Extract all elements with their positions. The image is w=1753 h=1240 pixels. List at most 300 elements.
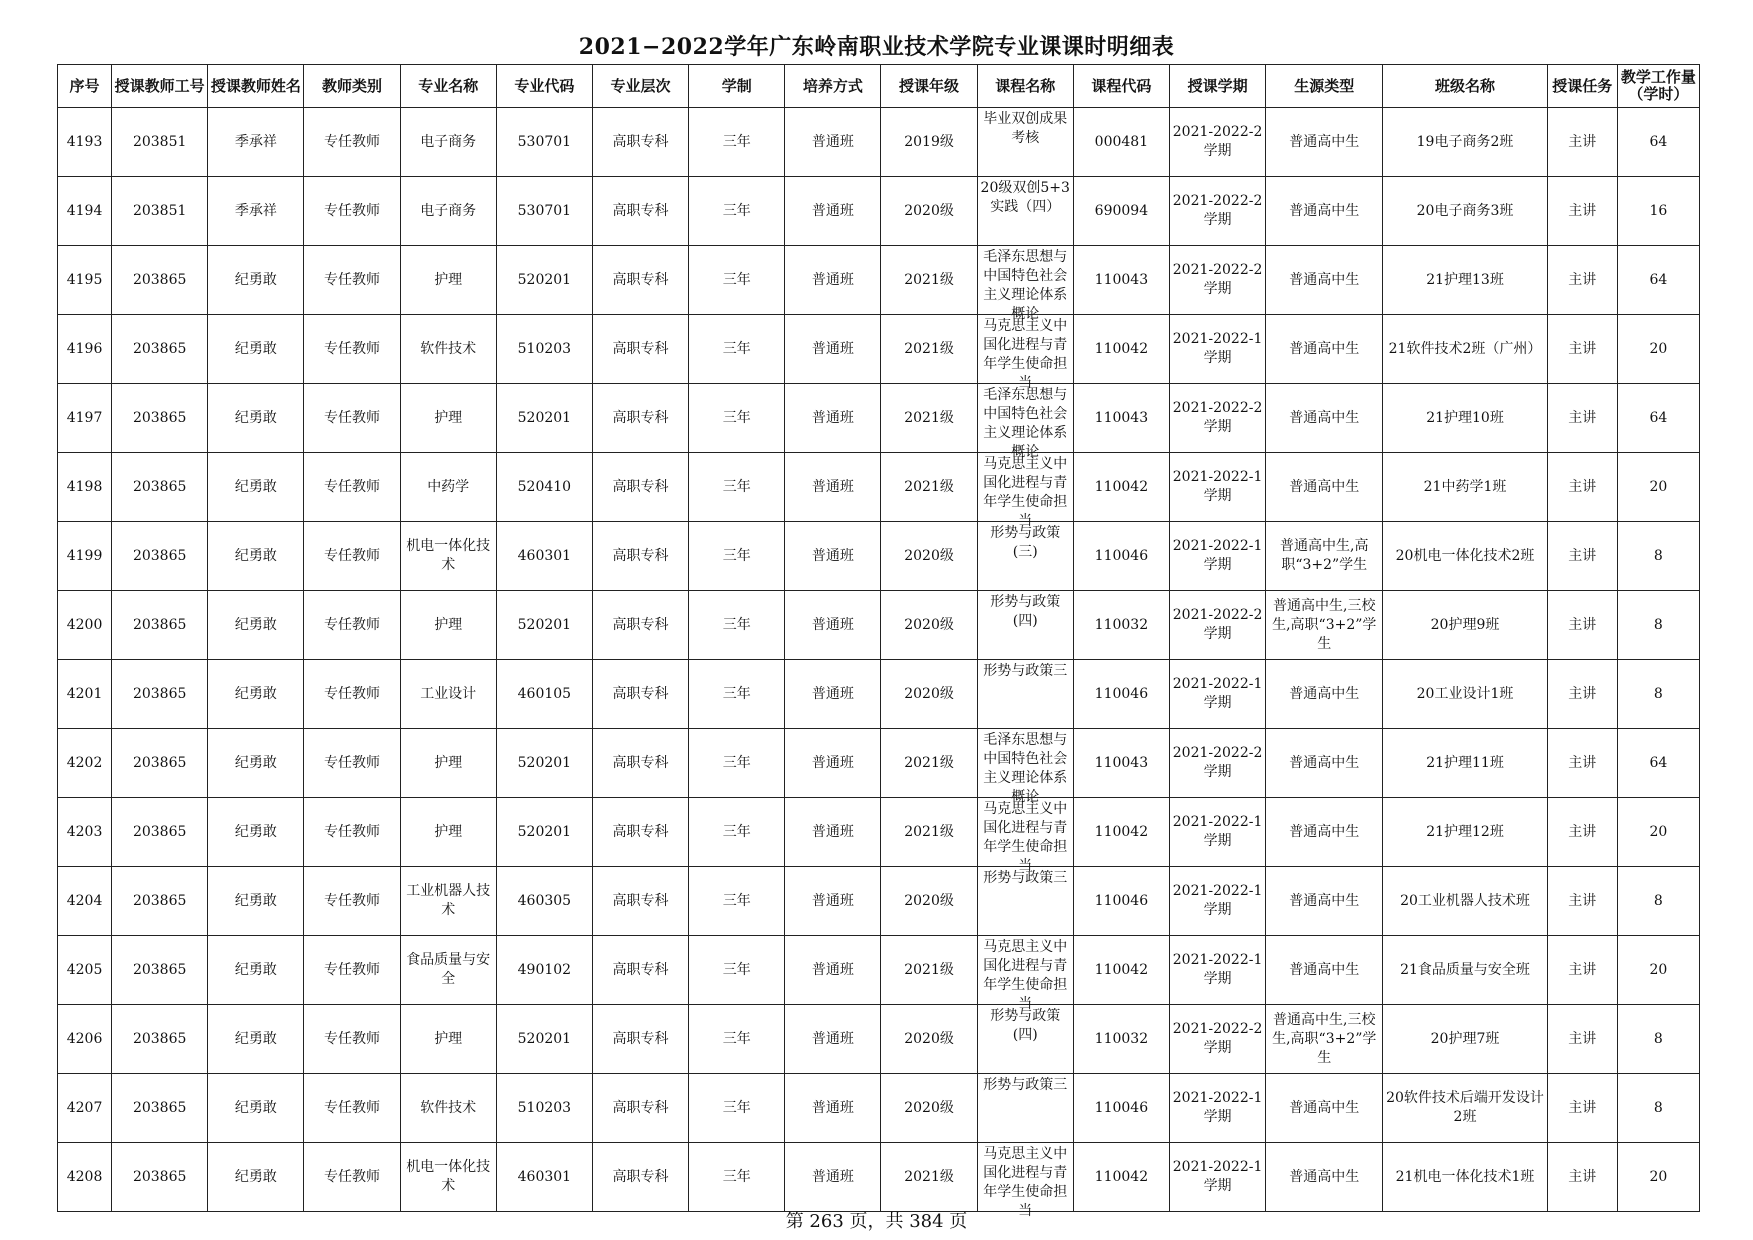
table-cell [977, 591, 1073, 660]
table-cell: 2021-2022-2学期 [1169, 108, 1265, 177]
table-cell: 专任教师 [304, 522, 400, 591]
table-row [58, 591, 1700, 660]
table-row [58, 108, 1700, 177]
table-cell: 2021-2022-1学期 [1169, 867, 1265, 936]
table-cell: 460305 [496, 867, 592, 936]
course-name-text: 形势与政策三 [983, 663, 1068, 679]
table-cell: 三年 [689, 1005, 785, 1074]
table-cell: 203865 [112, 246, 208, 315]
table-cell: 2021-2022-1学期 [1169, 1074, 1265, 1143]
table-cell: 高职专科 [592, 177, 688, 246]
table-cell [977, 1005, 1073, 1074]
table-cell: 203865 [112, 453, 208, 522]
table-cell: 4196 [58, 315, 112, 384]
table-cell: 三年 [689, 177, 785, 246]
table-cell: 专任教师 [304, 1143, 400, 1212]
table-cell: 三年 [689, 1143, 785, 1212]
table-cell: 主讲 [1547, 867, 1617, 936]
table-cell: 高职专科 [592, 522, 688, 591]
table-row [58, 729, 1700, 798]
table-cell: 普通班 [785, 384, 881, 453]
course-name-text: 形势与政策(四) [990, 594, 1061, 629]
table-cell: 高职专科 [592, 1074, 688, 1143]
table-cell: 110043 [1073, 729, 1169, 798]
table-cell: 纪勇敢 [208, 453, 304, 522]
table-cell: 20 [1617, 936, 1699, 1005]
course-name-text: 形势与政策三 [983, 1077, 1068, 1093]
table-cell: 21护理12班 [1383, 798, 1547, 867]
column-header: 生源类型 [1266, 65, 1383, 108]
table-cell: 4195 [58, 246, 112, 315]
table-cell: 主讲 [1547, 1074, 1617, 1143]
table-cell: 16 [1617, 177, 1699, 246]
table-cell: 64 [1617, 384, 1699, 453]
table-cell: 专任教师 [304, 108, 400, 177]
table-cell: 2021级 [881, 315, 977, 384]
table-cell: 510203 [496, 1074, 592, 1143]
table-cell: 2021级 [881, 246, 977, 315]
table-cell: 8 [1617, 1005, 1699, 1074]
table-cell: 普通高中生,高职“3+2”学生 [1266, 522, 1383, 591]
column-header: 授课教师工号 [112, 65, 208, 108]
table-cell: 普通高中生 [1266, 798, 1383, 867]
table-cell: 三年 [689, 522, 785, 591]
table-cell: 主讲 [1547, 1005, 1617, 1074]
table-cell: 普通班 [785, 798, 881, 867]
table-cell: 520201 [496, 798, 592, 867]
table-cell: 主讲 [1547, 798, 1617, 867]
table-cell [977, 177, 1073, 246]
course-name-text: 马克思主义中国化进程与青年学生使命担当 [983, 1146, 1068, 1219]
table-cell: 专任教师 [304, 867, 400, 936]
table-cell [977, 660, 1073, 729]
table-cell: 普通高中生 [1266, 936, 1383, 1005]
table-header-row [58, 65, 1700, 108]
table-cell: 20 [1617, 453, 1699, 522]
table-cell: 普通高中生,三校生,高职“3+2”学生 [1266, 591, 1383, 660]
table-cell: 4199 [58, 522, 112, 591]
table-cell: 110043 [1073, 246, 1169, 315]
table-cell: 纪勇敢 [208, 522, 304, 591]
table-row [58, 1074, 1700, 1143]
table-cell: 21软件技术2班（广州） [1383, 315, 1547, 384]
table-cell: 纪勇敢 [208, 384, 304, 453]
table-cell: 2020级 [881, 522, 977, 591]
table-cell: 460105 [496, 660, 592, 729]
table-cell: 主讲 [1547, 660, 1617, 729]
table-cell: 520201 [496, 591, 592, 660]
table-cell: 高职专科 [592, 936, 688, 1005]
table-cell: 普通高中生 [1266, 384, 1383, 453]
table-cell: 季承祥 [208, 177, 304, 246]
table-cell: 普通班 [785, 315, 881, 384]
table-cell: 普通班 [785, 591, 881, 660]
table-cell: 20护理7班 [1383, 1005, 1547, 1074]
table-cell: 普通班 [785, 660, 881, 729]
table-cell: 20 [1617, 798, 1699, 867]
table-cell: 2021-2022-1学期 [1169, 936, 1265, 1005]
table-cell: 主讲 [1547, 246, 1617, 315]
column-header: 培养方式 [785, 65, 881, 108]
table-cell: 高职专科 [592, 246, 688, 315]
table-cell: 普通班 [785, 177, 881, 246]
column-header: 授课教师姓名 [208, 65, 304, 108]
table-cell: 2019级 [881, 108, 977, 177]
table-cell: 纪勇敢 [208, 1143, 304, 1212]
table-cell: 高职专科 [592, 1005, 688, 1074]
table-cell: 110042 [1073, 1143, 1169, 1212]
table-cell: 4203 [58, 798, 112, 867]
table-cell: 203865 [112, 315, 208, 384]
table-cell: 2021-2022-2学期 [1169, 177, 1265, 246]
table-cell: 主讲 [1547, 315, 1617, 384]
table-cell: 工业设计 [400, 660, 496, 729]
table-cell: 21护理10班 [1383, 384, 1547, 453]
table-cell: 2021-2022-1学期 [1169, 1143, 1265, 1212]
table-cell: 203865 [112, 867, 208, 936]
table-cell: 110042 [1073, 798, 1169, 867]
table-cell: 2020级 [881, 1074, 977, 1143]
table-cell: 纪勇敢 [208, 315, 304, 384]
table-cell: 专任教师 [304, 798, 400, 867]
table-cell: 三年 [689, 729, 785, 798]
table-row [58, 1005, 1700, 1074]
table-cell: 主讲 [1547, 729, 1617, 798]
table-cell: 21中药学1班 [1383, 453, 1547, 522]
table-cell: 普通高中生 [1266, 729, 1383, 798]
course-name-text: 20级双创5+3实践（四） [980, 180, 1070, 215]
table-cell: 专任教师 [304, 729, 400, 798]
table-cell: 4202 [58, 729, 112, 798]
table-cell: 普通班 [785, 453, 881, 522]
table-cell: 2020级 [881, 867, 977, 936]
table-cell: 高职专科 [592, 591, 688, 660]
table-cell: 2021-2022-1学期 [1169, 798, 1265, 867]
table-cell: 203865 [112, 591, 208, 660]
column-header: 教学工作量（学时） [1617, 65, 1699, 108]
table-cell: 2021级 [881, 936, 977, 1005]
table-cell: 普通高中生 [1266, 108, 1383, 177]
table-cell: 普通班 [785, 246, 881, 315]
table-cell: 普通高中生,三校生,高职“3+2”学生 [1266, 1005, 1383, 1074]
table-cell: 纪勇敢 [208, 246, 304, 315]
table-cell: 520201 [496, 246, 592, 315]
table-cell: 110042 [1073, 315, 1169, 384]
table-cell: 8 [1617, 1074, 1699, 1143]
table-cell: 高职专科 [592, 384, 688, 453]
table-cell: 三年 [689, 246, 785, 315]
table-cell [977, 729, 1073, 805]
table-cell: 普通班 [785, 1005, 881, 1074]
table-cell: 普通高中生 [1266, 177, 1383, 246]
table-row [58, 522, 1700, 591]
table-cell: 2020级 [881, 591, 977, 660]
table-cell: 2021-2022-2学期 [1169, 1005, 1265, 1074]
table-cell: 纪勇敢 [208, 798, 304, 867]
column-header: 学制 [689, 65, 785, 108]
course-name-text: 形势与政策三 [983, 870, 1068, 886]
table-cell: 普通高中生 [1266, 660, 1383, 729]
table-cell [977, 108, 1073, 177]
course-hours-table [57, 64, 1700, 1219]
table-cell: 8 [1617, 867, 1699, 936]
table-cell: 专任教师 [304, 1074, 400, 1143]
table-cell: 高职专科 [592, 660, 688, 729]
column-header: 专业层次 [592, 65, 688, 108]
table-cell: 2021-2022-1学期 [1169, 522, 1265, 591]
table-cell: 2021-2022-1学期 [1169, 315, 1265, 384]
table-row [58, 315, 1700, 384]
table-cell: 110046 [1073, 522, 1169, 591]
table-cell: 三年 [689, 453, 785, 522]
table-cell: 64 [1617, 729, 1699, 798]
column-header: 授课学期 [1169, 65, 1265, 108]
table-cell: 520410 [496, 453, 592, 522]
table-cell: 护理 [400, 798, 496, 867]
table-cell: 普通班 [785, 936, 881, 1005]
table-cell: 4204 [58, 867, 112, 936]
course-name-text: 毛泽东思想与中国特色社会主义理论体系概论 [983, 732, 1068, 805]
column-header: 班级名称 [1383, 65, 1547, 108]
table-cell: 专任教师 [304, 660, 400, 729]
table-cell: 电子商务 [400, 108, 496, 177]
table-cell: 2020级 [881, 1005, 977, 1074]
table-cell: 护理 [400, 591, 496, 660]
table-cell [977, 246, 1073, 322]
table-cell: 690094 [1073, 177, 1169, 246]
table-cell: 普通高中生 [1266, 1074, 1383, 1143]
table-cell: 主讲 [1547, 177, 1617, 246]
table-cell: 三年 [689, 591, 785, 660]
table-cell: 2021-2022-2学期 [1169, 246, 1265, 315]
table-cell: 21护理11班 [1383, 729, 1547, 798]
table-cell: 4207 [58, 1074, 112, 1143]
table-cell: 110032 [1073, 1005, 1169, 1074]
table-cell: 护理 [400, 729, 496, 798]
table-cell: 64 [1617, 246, 1699, 315]
table-cell [977, 1143, 1073, 1219]
table-cell: 21机电一体化技术1班 [1383, 1143, 1547, 1212]
table-cell [977, 798, 1073, 874]
table-cell: 高职专科 [592, 867, 688, 936]
table-cell: 2021-2022-2学期 [1169, 591, 1265, 660]
table-cell: 三年 [689, 798, 785, 867]
table-cell: 203851 [112, 108, 208, 177]
table-cell: 高职专科 [592, 729, 688, 798]
table-cell: 110042 [1073, 453, 1169, 522]
table-cell: 530701 [496, 108, 592, 177]
course-name-text: 形势与政策(四) [990, 1008, 1061, 1043]
course-name-text: 形势与政策(三) [990, 525, 1061, 560]
table-cell: 高职专科 [592, 315, 688, 384]
table-cell: 2021级 [881, 798, 977, 867]
table-row [58, 798, 1700, 867]
table-cell: 2021级 [881, 1143, 977, 1212]
table-cell: 高职专科 [592, 1143, 688, 1212]
table-row [58, 384, 1700, 453]
table-cell: 64 [1617, 108, 1699, 177]
table-cell: 主讲 [1547, 108, 1617, 177]
table-cell: 主讲 [1547, 453, 1617, 522]
page-title: 2021−2022学年广东岭南职业技术学院专业课课时明细表 [578, 34, 1175, 60]
table-cell: 普通高中生 [1266, 315, 1383, 384]
table-cell: 三年 [689, 936, 785, 1005]
table-cell: 专任教师 [304, 246, 400, 315]
table-cell: 203865 [112, 522, 208, 591]
table-cell: 食品质量与安全 [400, 936, 496, 1005]
column-header: 授课任务 [1547, 65, 1617, 108]
table-cell: 中药学 [400, 453, 496, 522]
table-cell: 普通班 [785, 729, 881, 798]
table-cell: 三年 [689, 108, 785, 177]
table-cell: 2021级 [881, 384, 977, 453]
table-cell: 2020级 [881, 177, 977, 246]
column-header: 专业代码 [496, 65, 592, 108]
table-cell [977, 936, 1073, 1012]
table-cell: 4197 [58, 384, 112, 453]
course-name-text: 马克思主义中国化进程与青年学生使命担当 [983, 318, 1068, 391]
course-name-text: 马克思主义中国化进程与青年学生使命担当 [983, 939, 1068, 1012]
table-row [58, 246, 1700, 315]
table-cell: 纪勇敢 [208, 936, 304, 1005]
table-cell [977, 315, 1073, 391]
table-cell: 8 [1617, 522, 1699, 591]
table-cell: 4201 [58, 660, 112, 729]
table-cell: 203865 [112, 798, 208, 867]
table-cell: 三年 [689, 867, 785, 936]
table-cell: 专任教师 [304, 315, 400, 384]
table-cell: 520201 [496, 729, 592, 798]
table-cell: 203865 [112, 936, 208, 1005]
column-header: 专业名称 [400, 65, 496, 108]
table-cell: 普通班 [785, 1143, 881, 1212]
course-name-text: 马克思主义中国化进程与青年学生使命担当 [983, 801, 1068, 874]
table-cell: 2020级 [881, 660, 977, 729]
table-cell: 8 [1617, 591, 1699, 660]
table-cell: 20机电一体化技术2班 [1383, 522, 1547, 591]
table-cell: 19电子商务2班 [1383, 108, 1547, 177]
table-cell: 高职专科 [592, 108, 688, 177]
table-cell: 2021-2022-1学期 [1169, 660, 1265, 729]
column-header: 序号 [58, 65, 112, 108]
table-cell: 203865 [112, 660, 208, 729]
table-cell: 三年 [689, 660, 785, 729]
table-cell: 专任教师 [304, 936, 400, 1005]
column-header: 课程名称 [977, 65, 1073, 108]
table-cell: 高职专科 [592, 453, 688, 522]
table-cell: 203865 [112, 729, 208, 798]
table-cell: 纪勇敢 [208, 591, 304, 660]
table-cell [977, 867, 1073, 936]
table-cell: 4205 [58, 936, 112, 1005]
table-cell: 机电一体化技术 [400, 1143, 496, 1212]
table-cell: 110046 [1073, 867, 1169, 936]
table-cell: 4194 [58, 177, 112, 246]
table-cell: 4200 [58, 591, 112, 660]
table-cell: 普通高中生 [1266, 453, 1383, 522]
table-row [58, 453, 1700, 522]
table-cell [977, 1074, 1073, 1143]
table-cell: 普通班 [785, 108, 881, 177]
column-header: 教师类别 [304, 65, 400, 108]
table-cell: 203865 [112, 384, 208, 453]
table-cell: 主讲 [1547, 384, 1617, 453]
table-cell: 8 [1617, 660, 1699, 729]
table-cell: 20工业机器人技术班 [1383, 867, 1547, 936]
table-cell: 2021级 [881, 453, 977, 522]
table-cell: 490102 [496, 936, 592, 1005]
table-cell: 专任教师 [304, 591, 400, 660]
table-cell: 460301 [496, 1143, 592, 1212]
table-cell: 4193 [58, 108, 112, 177]
table-cell: 4206 [58, 1005, 112, 1074]
table-cell: 主讲 [1547, 591, 1617, 660]
table-cell: 季承祥 [208, 108, 304, 177]
table-cell: 110046 [1073, 660, 1169, 729]
page-footer: 第 263 页，共 384 页 [785, 1211, 968, 1232]
table-cell: 2021-2022-2学期 [1169, 729, 1265, 798]
table-cell: 510203 [496, 315, 592, 384]
table-cell: 520201 [496, 384, 592, 453]
table-cell: 460301 [496, 522, 592, 591]
table-cell: 机电一体化技术 [400, 522, 496, 591]
table-cell: 普通高中生 [1266, 246, 1383, 315]
course-name-text: 毛泽东思想与中国特色社会主义理论体系概论 [983, 249, 1068, 322]
course-name-text: 毛泽东思想与中国特色社会主义理论体系概论 [983, 387, 1068, 460]
table-row [58, 177, 1700, 246]
table-cell [977, 384, 1073, 460]
table-cell: 主讲 [1547, 936, 1617, 1005]
table-cell: 21食品质量与安全班 [1383, 936, 1547, 1005]
table-cell: 普通班 [785, 1074, 881, 1143]
table-cell: 普通高中生 [1266, 1143, 1383, 1212]
table-cell: 普通班 [785, 867, 881, 936]
table-cell: 20护理9班 [1383, 591, 1547, 660]
table-cell: 三年 [689, 1074, 785, 1143]
table-cell: 203865 [112, 1074, 208, 1143]
table-cell [977, 453, 1073, 529]
table-cell [977, 522, 1073, 591]
table-cell: 电子商务 [400, 177, 496, 246]
table-cell: 2021-2022-1学期 [1169, 453, 1265, 522]
table-cell: 软件技术 [400, 315, 496, 384]
course-name-text: 毕业双创成果考核 [983, 111, 1068, 146]
table-cell: 专任教师 [304, 177, 400, 246]
table-cell: 纪勇敢 [208, 1005, 304, 1074]
table-cell: 护理 [400, 1005, 496, 1074]
table-cell: 110032 [1073, 591, 1169, 660]
table-cell: 纪勇敢 [208, 729, 304, 798]
table-cell: 专任教师 [304, 453, 400, 522]
table-cell: 护理 [400, 246, 496, 315]
table-cell: 普通高中生 [1266, 867, 1383, 936]
table-row [58, 867, 1700, 936]
table-cell: 纪勇敢 [208, 1074, 304, 1143]
course-name-text: 马克思主义中国化进程与青年学生使命担当 [983, 456, 1068, 529]
table-cell: 530701 [496, 177, 592, 246]
table-cell: 2021-2022-2学期 [1169, 384, 1265, 453]
table-cell: 三年 [689, 384, 785, 453]
table-cell: 4198 [58, 453, 112, 522]
table-cell: 主讲 [1547, 522, 1617, 591]
table-cell: 专任教师 [304, 384, 400, 453]
table-cell: 20工业设计1班 [1383, 660, 1547, 729]
table-cell: 520201 [496, 1005, 592, 1074]
table-cell: 高职专科 [592, 798, 688, 867]
table-cell: 20 [1617, 315, 1699, 384]
table-cell: 普通班 [785, 522, 881, 591]
table-cell: 纪勇敢 [208, 660, 304, 729]
